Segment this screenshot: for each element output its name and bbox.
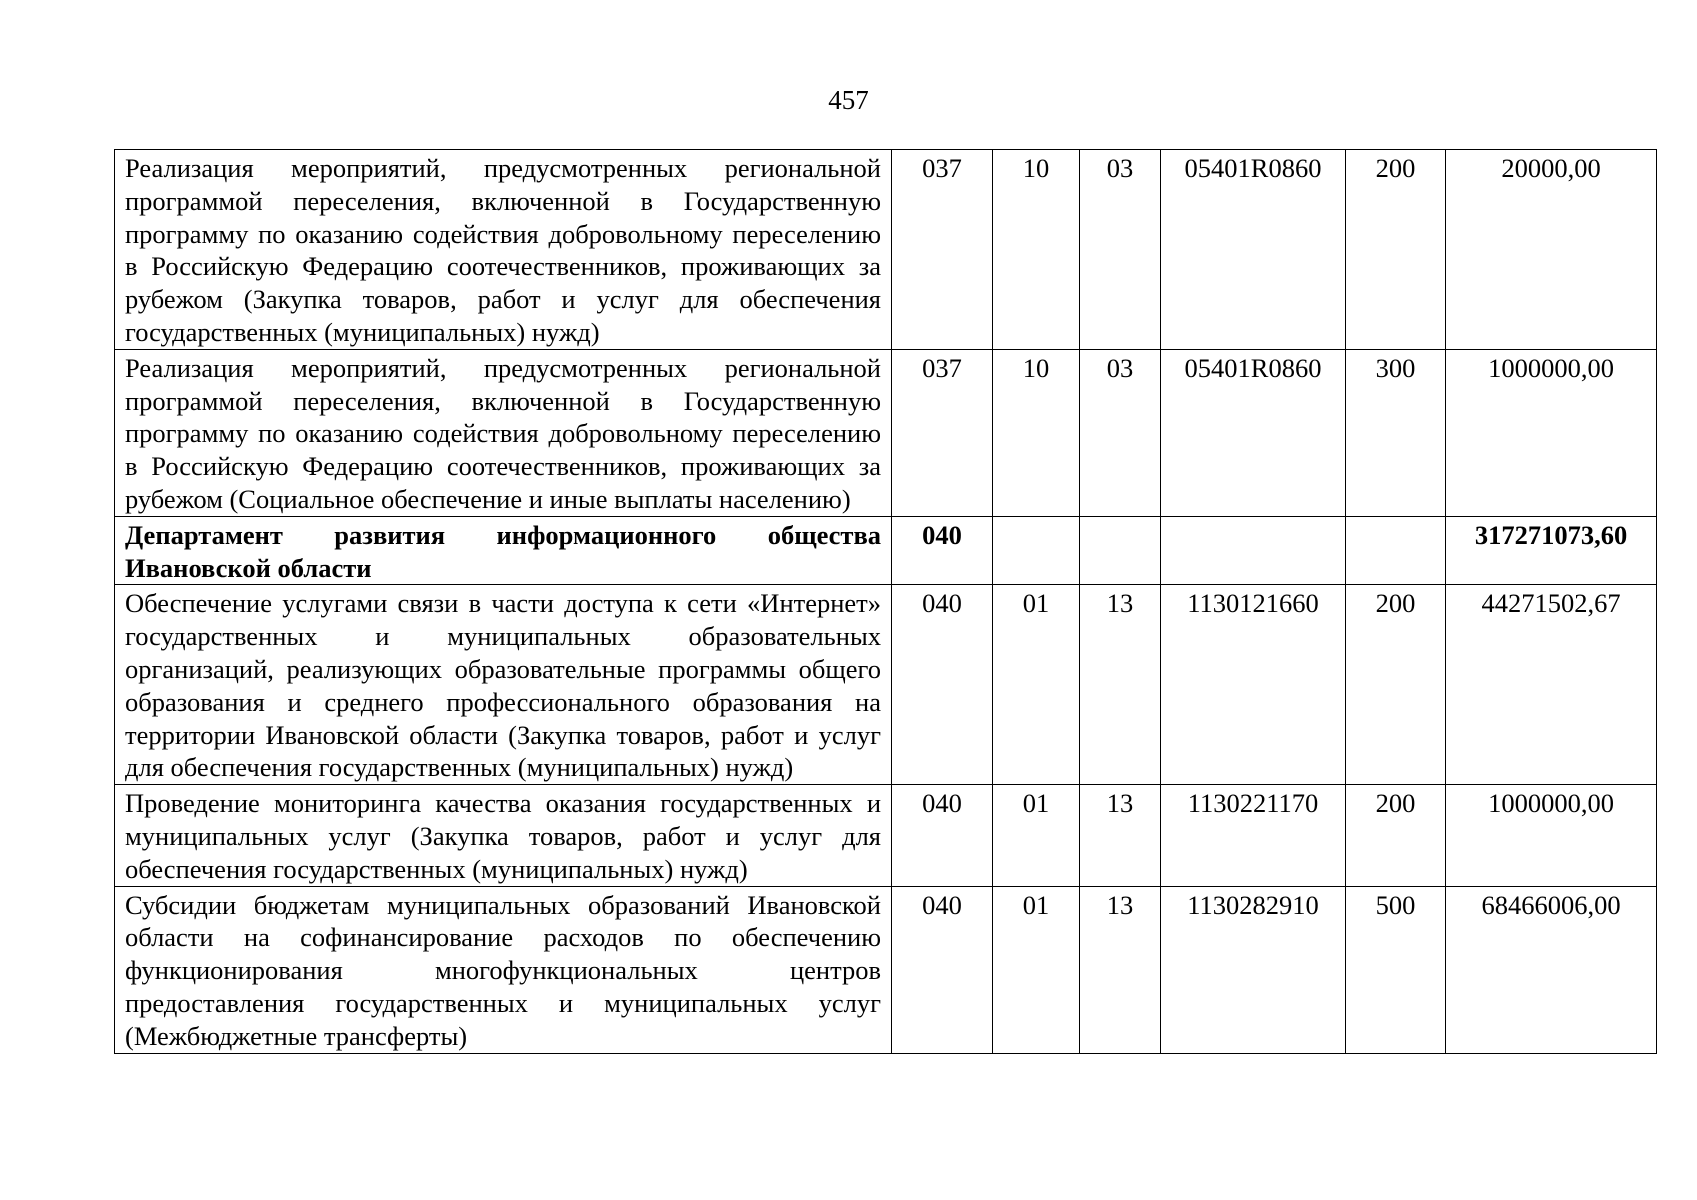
ministry-code: 040 [892,886,993,1053]
section-code: 01 [993,785,1080,886]
page-number: 457 [828,85,869,115]
table-row [115,886,1657,1053]
row-name: Субсидии бюджетам муниципальных образований Ивановской области на софинансирование расходов по обеспечению функционирования многофункциональных центров предоставления государственных и муниципальных услуг (Межбюджетные трансферты) [115,886,892,1053]
amount: 1000000,00 [1446,349,1657,516]
table-row [115,516,1657,585]
amount: 68466006,00 [1446,886,1657,1053]
table-row [115,585,1657,785]
expense-type-code: 300 [1346,349,1446,516]
expense-type-code: 200 [1346,150,1446,350]
subsection-code [1080,516,1161,585]
target-article-code: 05401R0860 [1161,349,1346,516]
target-article-code: 1130121660 [1161,585,1346,785]
row-name: Реализация мероприятий, предусмотренных региональной программой переселения, включенной в Государственную программу по оказанию содействия добровольному переселению в Российскую Федерацию соотечественников, проживающих за рубежом (Социальное обеспечение и иные выплаты населению) [115,349,892,516]
subsection-code: 13 [1080,585,1161,785]
section-code: 01 [993,886,1080,1053]
table-row [115,349,1657,516]
target-article-code [1161,516,1346,585]
subsection-code: 03 [1080,150,1161,350]
section-code: 10 [993,349,1080,516]
row-name: Реализация мероприятий, предусмотренных региональной программой переселения, включенной в Государственную программу по оказанию содействия добровольному переселению в Российскую Федерацию соотечественников, проживающих за рубежом (Закупка товаров, работ и услуг для обеспечения государственных (муниципальных) нужд) [115,150,892,350]
row-name: Обеспечение услугами связи в части доступа к сети «Интернет» государственных и муниципальных образовательных организаций, реализующих образовательные программы общего образования и среднего профессионального образования на территории Ивановской области (Закупка товаров, работ и услуг для обеспечения государственных (муниципальных) нужд) [115,585,892,785]
section-code: 01 [993,585,1080,785]
target-article-code: 1130221170 [1161,785,1346,886]
expense-type-code: 200 [1346,785,1446,886]
section-code [993,516,1080,585]
subsection-code: 03 [1080,349,1161,516]
expense-type-code: 200 [1346,585,1446,785]
row-name: Проведение мониторинга качества оказания государственных и муниципальных услуг (Закупка товаров, работ и услуг для обеспечения государственных (муниципальных) нужд) [115,785,892,886]
subsection-code: 13 [1080,785,1161,886]
amount: 20000,00 [1446,150,1657,350]
budget-table [114,149,1657,1054]
amount: 44271502,67 [1446,585,1657,785]
section-code: 10 [993,150,1080,350]
ministry-code: 037 [892,349,993,516]
target-article-code: 05401R0860 [1161,150,1346,350]
subsection-code: 13 [1080,886,1161,1053]
ministry-code: 040 [892,785,993,886]
target-article-code: 1130282910 [1161,886,1346,1053]
expense-type-code: 500 [1346,886,1446,1053]
table-row [115,785,1657,886]
table-row [115,150,1657,350]
ministry-code: 040 [892,585,993,785]
ministry-code: 040 [892,516,993,585]
row-name: Департамент развития информационного общества Ивановской области [115,516,892,585]
amount: 317271073,60 [1446,516,1657,585]
expense-type-code [1346,516,1446,585]
amount: 1000000,00 [1446,785,1657,886]
ministry-code: 037 [892,150,993,350]
